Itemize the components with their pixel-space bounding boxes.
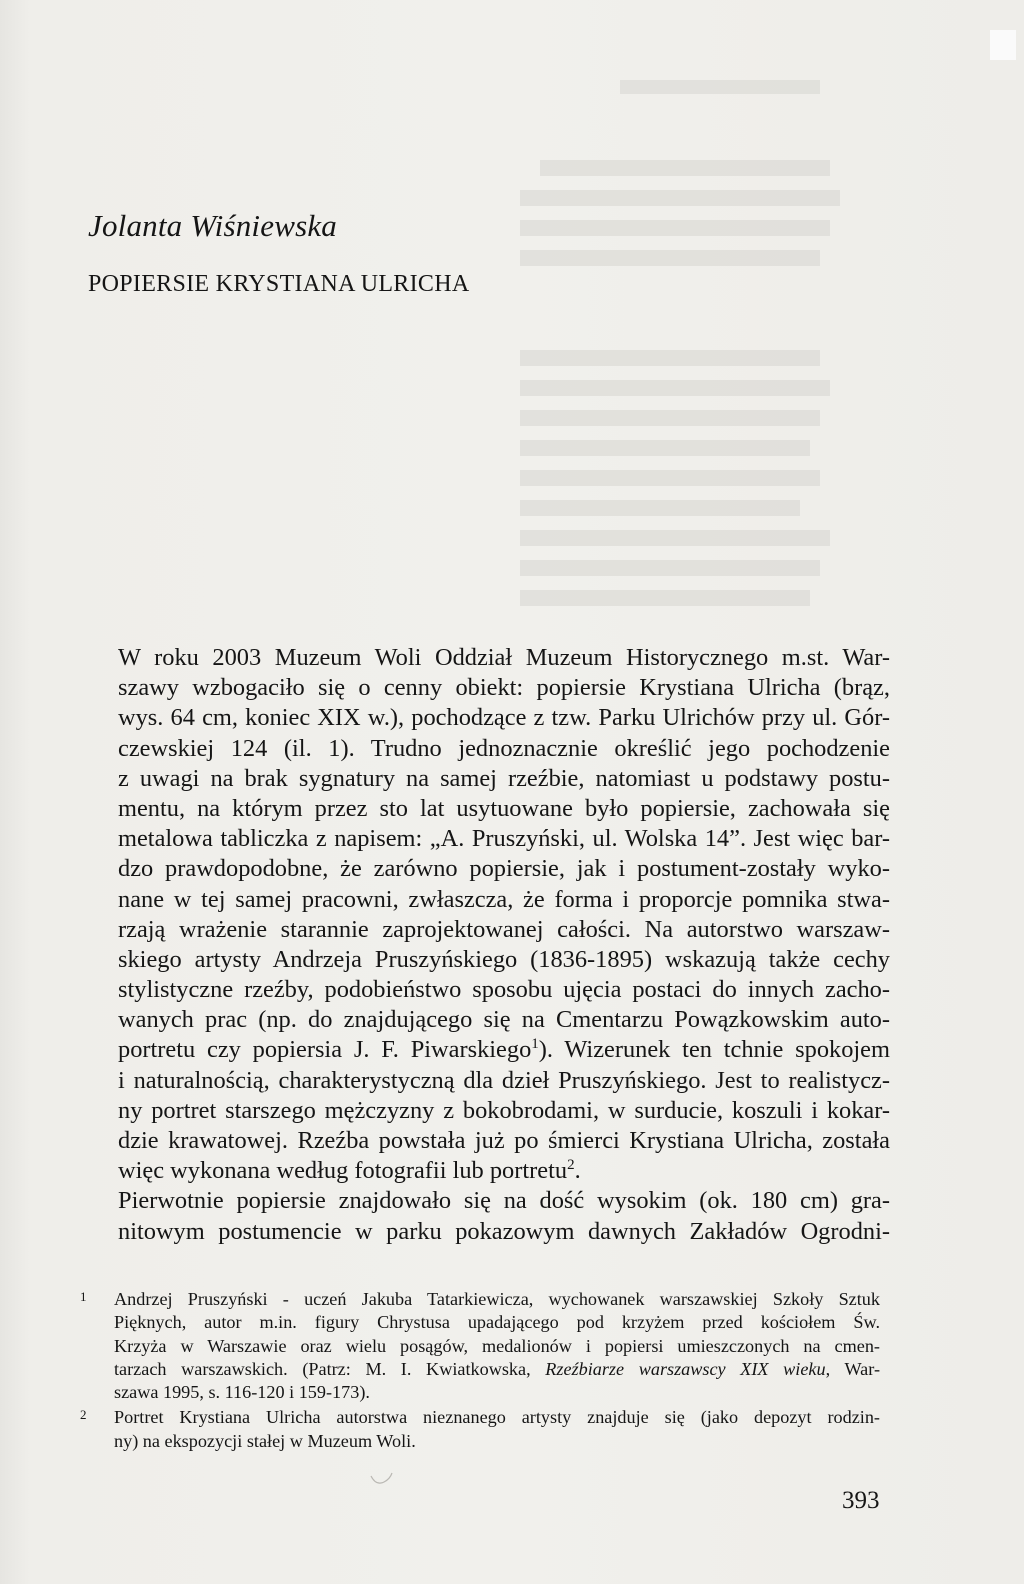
body-line <box>118 1186 890 1216</box>
line-text-after: . <box>574 1157 581 1185</box>
body-line: dzie krawatowej. Rzeźba powstała już po śmierci Krystiana Ulricha, została <box>118 1127 890 1154</box>
author-name: Jolanta Wiśniewska <box>88 208 337 243</box>
body-line: stylistyczne rzeźby, podobieństwo sposobu ujęcia postaci do innych zacho- <box>118 976 890 1004</box>
scan-corner-mark <box>990 30 1016 60</box>
body-text <box>118 643 890 1247</box>
body-line: mentu, na którym przez sto lat usytuowane było popiersie, zachowała się <box>118 794 890 822</box>
body-line: nane w tej samej pracowni, zwłaszcza, że forma i proporcje pomnika stwa- <box>118 885 890 913</box>
body-line: rzają wrażenie starannie zaprojektowanej całości. Na autorstwo warszaw- <box>118 915 890 943</box>
footnote-ref-2[interactable]: 2 <box>567 1157 575 1174</box>
footnote-text: tarzach warszawskich. (Patrz: M. I. Kwiatkowska, <box>114 1358 546 1379</box>
footnote-number: 1 <box>80 1289 87 1304</box>
page-number: 393 <box>842 1487 880 1514</box>
body-line: dzo prawdopodobne, że zarówno popiersie, jak i postument-zostały wyko- <box>118 855 890 883</box>
footnote-number: 2 <box>80 1407 87 1423</box>
article-title: POPIERSIE KRYSTIANA ULRICHA <box>88 271 470 297</box>
cited-book-title: Rzeźbiarze warszawscy XIX wieku <box>545 1358 826 1379</box>
footnote-line <box>114 1358 880 1381</box>
footnotes <box>80 1288 880 1455</box>
line-text: portretu czy popiersia J. F. Piwarskiego <box>118 1036 532 1064</box>
body-line: czewskiej 124 (il. 1). Trudno jednoznacznie określić jego pochodzenie <box>118 734 890 762</box>
footnote-text: , War- <box>825 1358 880 1379</box>
footnote-2 <box>80 1406 880 1453</box>
body-line: ny portret starszego mężczyzny z bokobrodami, w surducie, koszuli i kokar- <box>118 1096 890 1124</box>
footnote-line: szawa 1995, s. 116-120 i 159-173). <box>114 1382 370 1403</box>
body-line <box>118 1035 890 1065</box>
body-line: skiego artysty Andrzeja Pruszyńskiego (1836-1895) wskazują także cechy <box>118 945 890 973</box>
body-line: wys. 64 cm, koniec XIX w.), pochodzące z tzw. Parku Ulrichów przy ul. Gór- <box>118 704 890 732</box>
body-line: metalowa tabliczka z napisem: „A. Pruszyński, ul. Wolska 14”. Jest więc bar- <box>118 825 890 853</box>
line-text-after: ). <box>538 1036 554 1064</box>
line-text: Pierwotnie popiersie znajdowało się na dość wysokim (ok. 180 cm) gra- <box>118 1187 890 1215</box>
footnote-line: Andrzej Pruszyński - uczeń Jakuba Tatarkiewicza, wychowanek warszawskiej Szkoły Sztuk <box>114 1289 880 1309</box>
body-line: szawy wzbogaciło się o cenny obiekt: popiersie Krystiana Ulricha (brąz, <box>118 674 890 702</box>
footnote-line: ny) na ekspozycji stałej w Muzeum Woli. <box>114 1430 416 1451</box>
line-text: więc wykonana według fotografii lub portretu <box>118 1157 568 1185</box>
footnote-line: Pięknych, autor m.in. figury Chrystusa upadającego pod krzyżem przed kościołem Św. <box>114 1312 880 1333</box>
ink-mark <box>368 1470 396 1490</box>
body-line: z uwagi na brak sygnatury na samej rzeźbie, natomiast u podstawy postu- <box>118 764 890 792</box>
footnote-1 <box>80 1288 880 1404</box>
footnote-line: Portret Krystiana Ulricha autorstwa nieznanego artysty znajduje się (jako depozyt rodzin- <box>114 1407 880 1428</box>
body-line: wanych prac (np. do znajdującego się na Cmentarzu Powązkowskim auto- <box>118 1006 890 1034</box>
body-line: i naturalnością, charakterystyczną dla dzieł Pruszyńskiego. Jest to realistycz- <box>118 1066 890 1094</box>
body-line: nitowym postumencie w parku pokazowym dawnych Zakładów Ogrodni- <box>118 1217 890 1245</box>
body-line <box>118 1156 890 1186</box>
line-text-cont: Wizerunek ten tchnie spokojem <box>564 1036 890 1064</box>
footnote-ref-1[interactable]: 1 <box>531 1036 539 1053</box>
footnote-line: Krzyża w Warszawie oraz wielu posągów, medalionów i popiersi umieszczonych na cmen- <box>114 1335 880 1356</box>
body-line: W roku 2003 Muzeum Woli Oddział Muzeum Historycznego m.st. War- <box>118 644 890 671</box>
